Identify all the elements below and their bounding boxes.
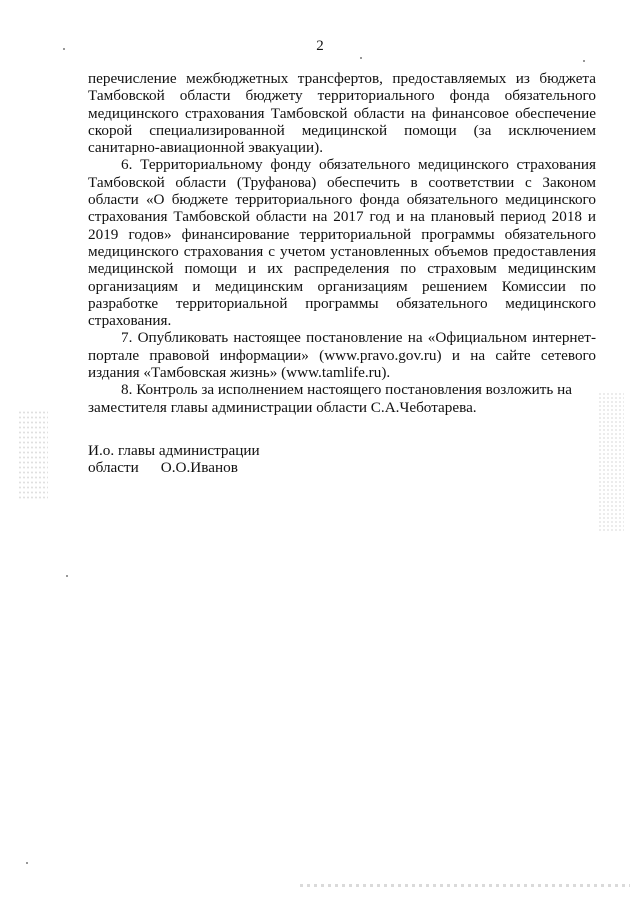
scan-noise-right bbox=[598, 392, 624, 532]
scan-speck bbox=[360, 57, 362, 59]
paragraph-item-6: 6. Территориальному фонду обязательного медицинского страхования Тамбовской области (Труфанова) обеспечить в соответствии с Законом области «О бюджете территориального фонда обязательного медицинского страхования Тамбовской области на 2017 год и на плановый период 2018 и 2019 годов» финансирование территориальной программы обязательного медицинского страхования с учетом установленных объемов предоставления медицинской помощи и их распределения по страховым медицинским организациям и медицинским организациям решением Комиссии по разработке территориальной программы обязательного медицинского страхования. bbox=[88, 156, 596, 330]
paragraph-continuation: перечисление межбюджетных трансфертов, предоставляемых из бюджета Тамбовской области бюджету территориального фонда обязательного медицинского страхования Тамбовской области на финансовое обеспечение скорой специализированной медицинской помощи (за исключением санитарно-авиационной эвакуации). bbox=[88, 70, 596, 157]
scan-noise-left bbox=[18, 410, 48, 500]
signatory-position: И.о. главы администрации bbox=[88, 442, 260, 459]
signatory-name: О.О.Иванов bbox=[160, 459, 238, 476]
scan-speck bbox=[66, 575, 68, 577]
paragraph-item-8: 8. Контроль за исполнением настоящего постановления возложить на заместителя главы администрации области С.А.Чеботарева. bbox=[88, 381, 572, 416]
signatory-position-cont bbox=[88, 459, 260, 476]
document-body bbox=[88, 70, 596, 416]
scan-speck bbox=[583, 60, 585, 62]
scan-speck bbox=[26, 862, 28, 864]
page-number: 2 bbox=[316, 38, 324, 54]
scan-noise-bottom bbox=[300, 884, 630, 887]
signature-block bbox=[88, 442, 260, 476]
paragraph-item-7: 7. Опубликовать настоящее постановление на «Официальном интернет-портале правовой информации» (www.pravo.gov.ru) и на сайте сетевого издания «Тамбовская жизнь» (www.tamlife.ru). bbox=[88, 329, 596, 382]
scan-speck bbox=[63, 48, 65, 50]
signatory-position-line2: области bbox=[88, 459, 139, 476]
